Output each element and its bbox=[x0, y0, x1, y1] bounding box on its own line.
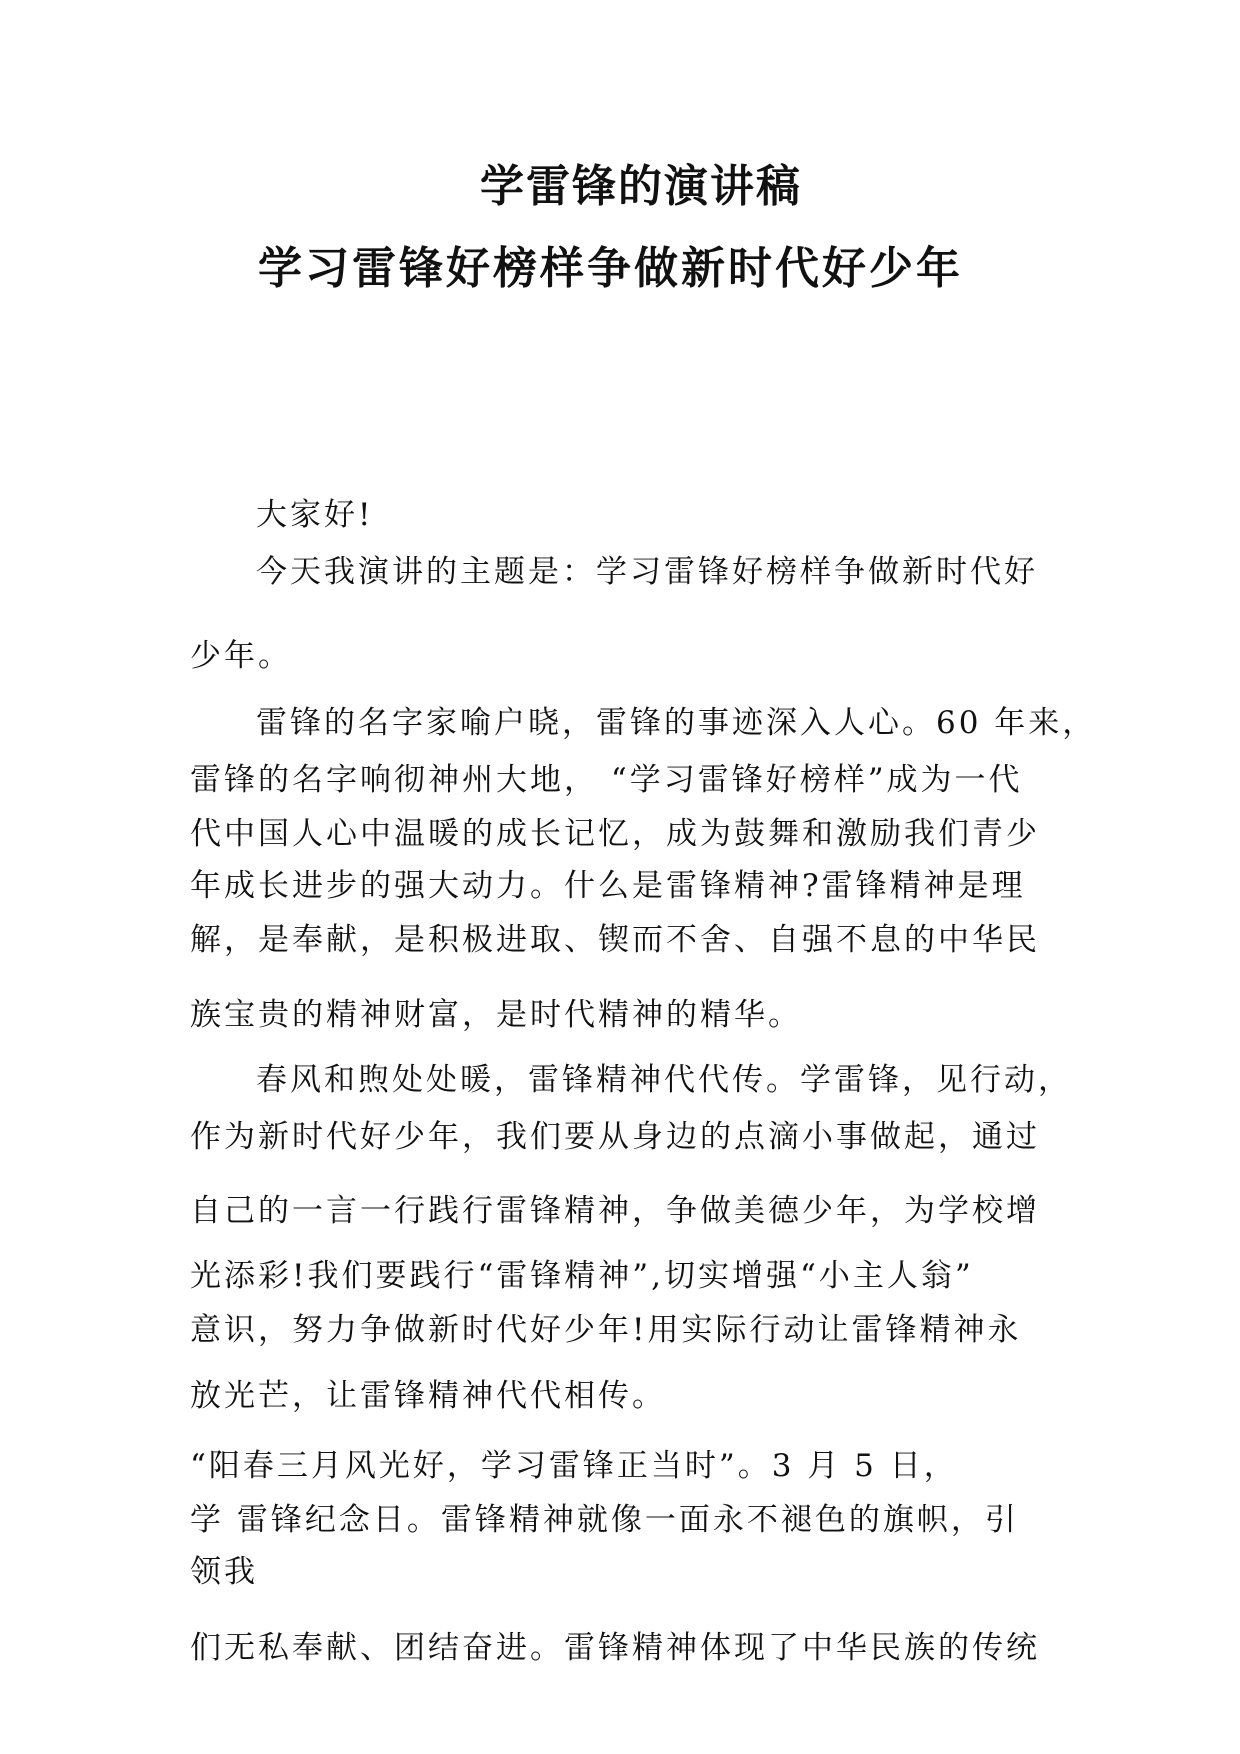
paragraph-line: 雷锋的名字家喻户晓，雷锋的事迹深入人心。60 年来， bbox=[256, 705, 1097, 741]
paragraph-line: 解，是奉献，是积极进取、锲而不舍、自强不息的中华民 bbox=[190, 922, 1040, 958]
paragraph-line: “阳春三月风光好，学习雷锋正当时”。3 月 5 日， bbox=[190, 1448, 958, 1484]
document-title: 学雷锋的演讲稿 bbox=[480, 161, 802, 212]
paragraph-line: 今天我演讲的主题是：学习雷锋好榜样争做新时代好 bbox=[256, 554, 1038, 590]
paragraph-line: 大家好! bbox=[256, 497, 374, 533]
paragraph-line: 们无私奉献、团结奋进。雷锋精神体现了中华民族的传统 bbox=[190, 1630, 1040, 1666]
paragraph-line: 作为新时代好少年，我们要从身边的点滴小事做起，通过 bbox=[190, 1119, 1040, 1155]
paragraph-line: 放光芒，让雷锋精神代代相传。 bbox=[190, 1378, 666, 1414]
paragraph-line: 春风和煦处处暖，雷锋精神代代传。学雷锋，见行动， bbox=[256, 1062, 1072, 1098]
document-subtitle: 学习雷锋好榜样争做新时代好少年 bbox=[258, 243, 963, 294]
paragraph-line: 年成长进步的强大动力。什么是雷锋精神?雷锋精神是理 bbox=[190, 868, 1026, 904]
paragraph-line: 领我 bbox=[190, 1554, 258, 1590]
paragraph-line: 族宝贵的精神财富，是时代精神的精华。 bbox=[190, 997, 802, 1033]
paragraph-line: 光添彩!我们要践行“雷锋精神”,切实增强“小主人翁” bbox=[190, 1258, 974, 1294]
paragraph-line: 代中国人心中温暖的成长记忆，成为鼓舞和激励我们青少 bbox=[190, 816, 1040, 852]
paragraph-line: 意识，努力争做新时代好少年!用实际行动让雷锋精神永 bbox=[190, 1312, 1022, 1348]
paragraph-line: 学 雷锋纪念日。雷锋精神就像一面永不褪色的旗帜，引 bbox=[190, 1502, 1019, 1538]
paragraph-line: 雷锋的名字响彻神州大地， “学习雷锋好榜样”成为一代 bbox=[190, 762, 1023, 798]
paragraph-line: 自己的一言一行践行雷锋精神，争做美德少年，为学校增 bbox=[190, 1193, 1040, 1229]
paragraph-line: 少年。 bbox=[190, 638, 292, 674]
